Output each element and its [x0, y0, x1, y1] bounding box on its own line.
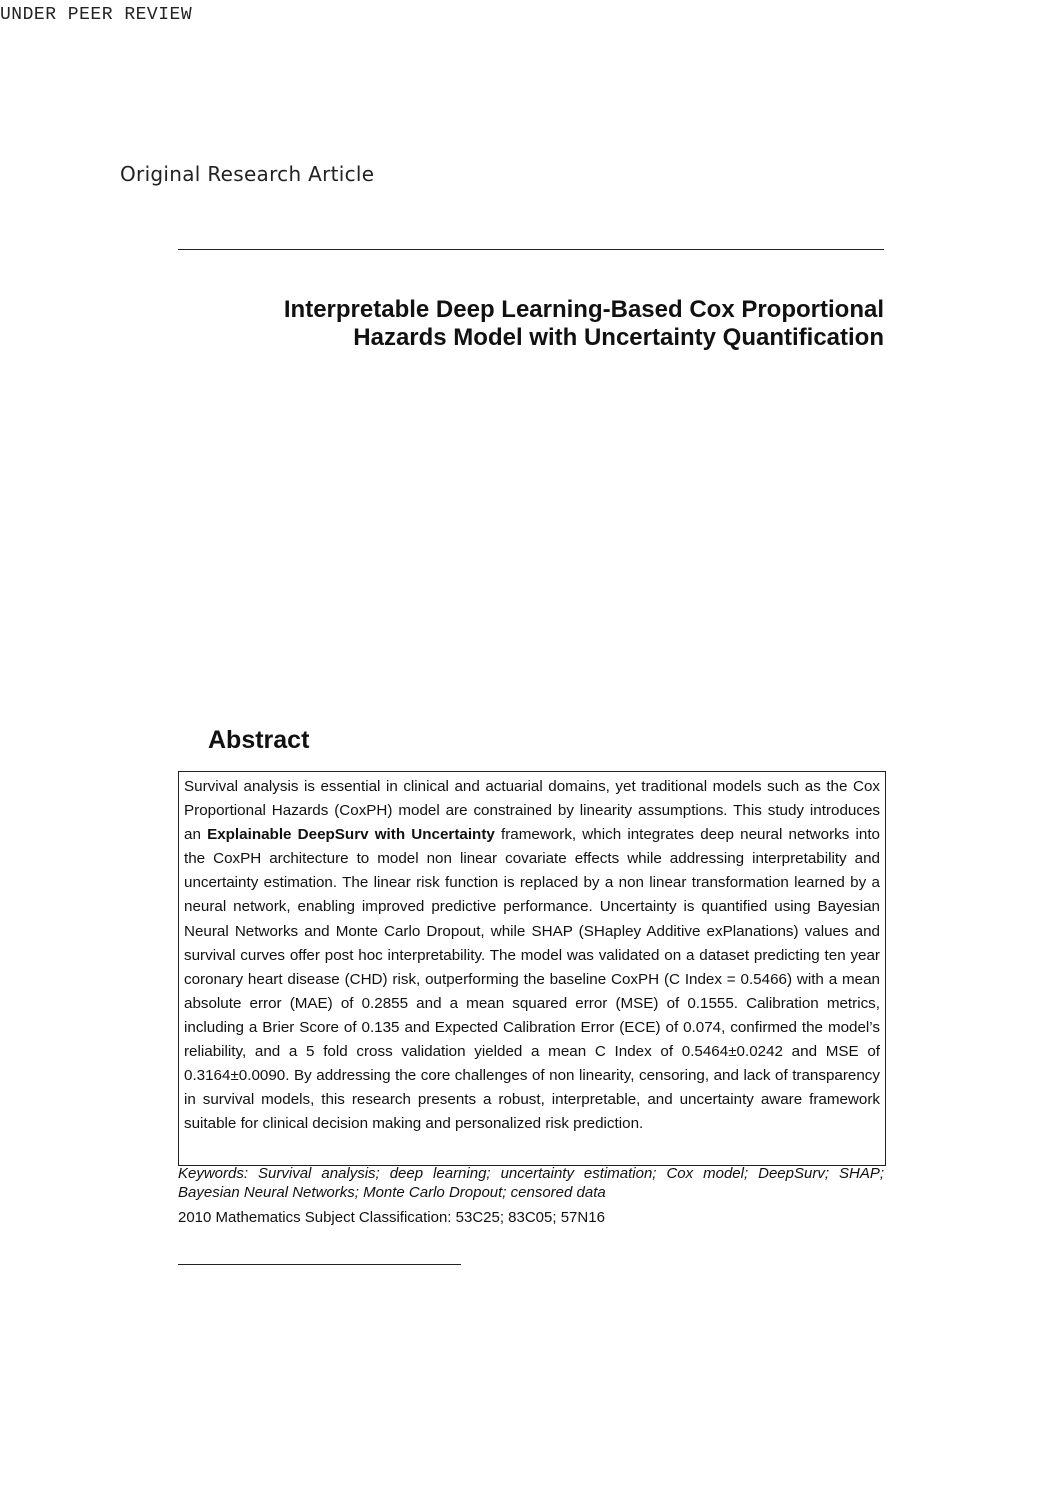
subject-classification: 2010 Mathematics Subject Classification: 53C25; 83C05; 57N16 — [178, 1209, 605, 1226]
abstract-box — [178, 771, 886, 1166]
paper-title — [178, 296, 884, 352]
peer-review-watermark: UNDER PEER REVIEW — [0, 5, 193, 25]
abstract-text-part-2: framework, which integrates deep neural networks into the CoxPH architecture to model non linear covariate effects while addressing interpretability and uncertainty estimation. The linear risk function is replaced by a non linear transformation learned by a neural network, enabling improved predictive performance. Uncertainty is quantified using Bayesian Neural Networks and Monte Carlo Dropout, while SHAP (SHapley Additive exPlanations) values and survival curves offer post hoc interpretability. The model was validated on a dataset predicting ten year coronary heart disease (CHD) risk, outperforming the baseline CoxPH (C Index = 0.5466) with a mean absolute error (MAE) of 0.2855 and a mean squared error (MSE) of 0.1555. Calibration metrics, including a Brier Score of 0.135 and Expected Calibration Error (ECE) of 0.074, confirmed the model’s reliability, and a 5 fold cross validation yielded a mean C Index of 0.5464±0.0242 and MSE of 0.3164±0.0090. By addressing the core challenges of non linearity, censoring, and lack of transparency in survival models, this research presents a robust, interpretable, and uncertainty aware framework suitable for clinical decision making and personalized risk prediction. — [184, 826, 880, 1133]
keywords: Keywords: Survival analysis; deep learning; uncertainty estimation; Cox model; DeepSurv; SHAP; Bayesian Neural Networks; Monte Carlo Dropout; censored data — [178, 1165, 884, 1201]
header-divider — [178, 249, 884, 250]
abstract-text — [184, 775, 880, 1136]
paper-title-line-1: Interpretable Deep Learning-Based Cox Proportional — [283, 296, 884, 323]
article-type-label: Original Research Article — [120, 162, 375, 186]
abstract-bold-framework-name: Explainable DeepSurv with Uncertainty — [207, 826, 495, 844]
abstract-text-part-1: Survival analysis is essential in clinical and actuarial domains, yet traditional models such as the Cox Proportional Hazards (CoxPH) model are constrained by linearity assumptions. This study introduces an — [184, 778, 880, 844]
footnote-divider — [178, 1264, 461, 1265]
abstract-heading: Abstract — [208, 726, 310, 754]
paper-title-line-2: Hazards Model with Uncertainty Quantification — [353, 324, 884, 351]
